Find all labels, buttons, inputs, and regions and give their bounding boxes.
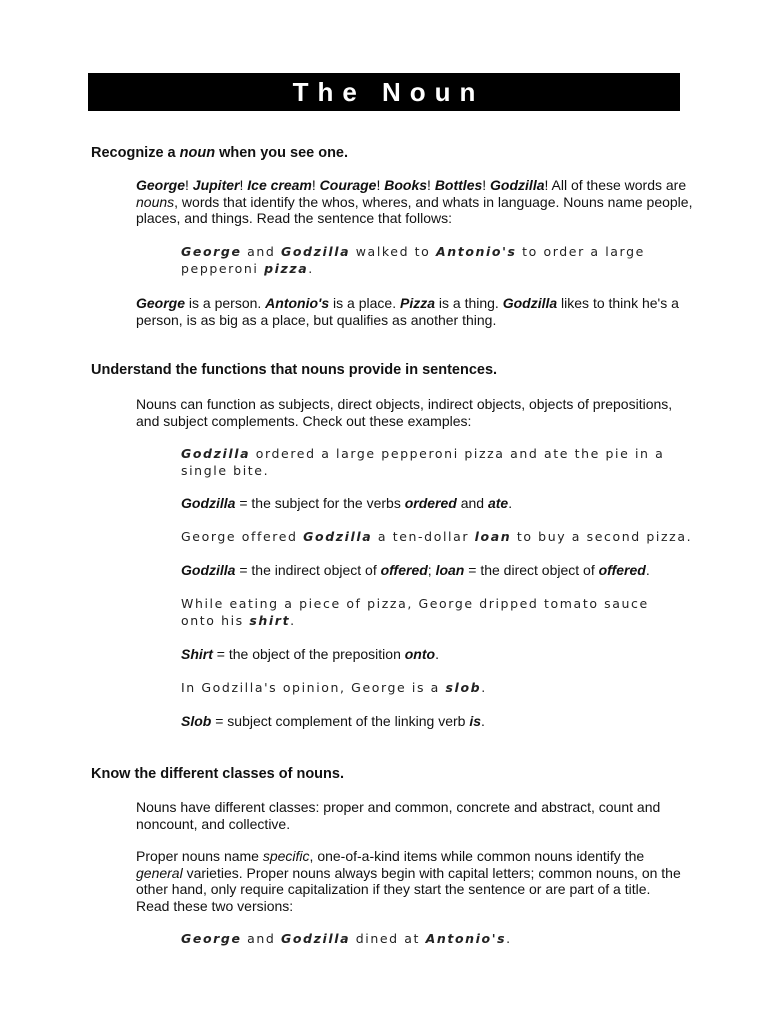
note-subject: Godzilla = the subject for the verbs ordered and ate. [181,495,513,511]
paragraph-functions-intro: Nouns can function as subjects, direct objects, indirect objects, objects of prepositions, and subject complements. Check out these examples: [136,396,673,429]
paragraph-classes-intro: Nouns have different classes: proper and common, concrete and abstract, count and noncount, and collective. [136,799,661,832]
example-sentence-ordered: Godzilla ordered a large pepperoni pizza and ate the pie in a single bite. [181,446,665,478]
paragraph-proper-common: Proper nouns name specific, one-of-a-kind items while common nouns identify the general varieties. Proper nouns always begin with capital letters; common nouns, on the other hand, only require capitalization if they start the sentence or are part of a title. Read these two versions: [136,848,681,914]
paragraph-noun-examples: George! Jupiter! Ice cream! Courage! Books! Bottles! Godzilla! All of these words are nouns, words that identify the whos, wheres, and whats in language. Nouns name people, places, and things. Read the sentence that follows: [136,177,693,226]
section-heading-recognize: Recognize a noun when you see one. [91,145,349,161]
section-heading-classes: Know the different classes of nouns. [91,766,344,782]
note-indirect-object: Godzilla = the indirect object of offered; loan = the direct object of offered. [181,562,650,578]
example-sentence-dripped: While eating a piece of pizza, George dripped tomato sauce onto his shirt. [181,596,649,628]
note-subject-complement: Slob = subject complement of the linking verb is. [181,713,485,729]
section-heading-functions: Understand the functions that nouns provide in sentences. [91,362,498,378]
page-title: The Noun [292,76,485,107]
paragraph-person-place-thing: George is a person. Antonio's is a place. Pizza is a thing. Godzilla likes to think he's a person, is as big as a place, but qualifies as another thing. [136,295,679,328]
example-sentence-slob: In Godzilla's opinion, George is a slob. [181,680,487,695]
note-object-of-preposition: Shirt = the object of the preposition onto. [181,646,439,662]
example-sentence-dined: George and Godzilla dined at Antonio's. [181,931,512,946]
title-banner [88,73,680,111]
example-sentence-walked: George and Godzilla walked to Antonio's to order a large pepperoni pizza. [181,244,645,276]
example-sentence-offered: George offered Godzilla a ten-dollar loan to buy a second pizza. [181,529,693,544]
